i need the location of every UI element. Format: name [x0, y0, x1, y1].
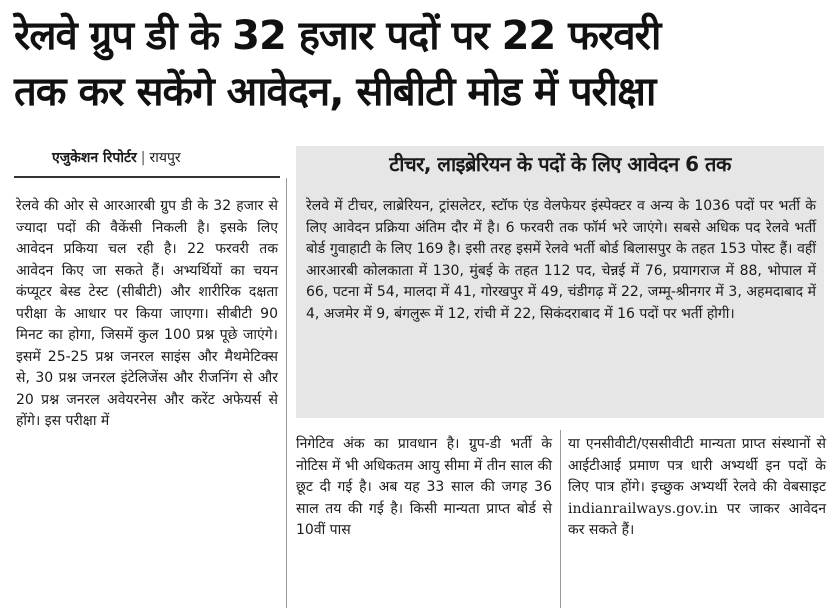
headline: [14, 8, 826, 120]
right-column-body: या एनसीवीटी/एससीवीटी मान्यता प्राप्त संस्थानों से आईटीआई प्रमाण पत्र धारी अभ्यर्थी इन पदों के लिए पात्र होंगे। इच्छुक अभ्यर्थी रेलवे की वेबसाइट: [568, 436, 826, 495]
headline-line-1: रेलवे ग्रुप डी के 32 हजार पदों पर 22 फरवरी: [14, 13, 661, 59]
sidebar-box-title: टीचर, लाइब्रेरियन के पदों के लिए आवेदन 6 तक: [389, 152, 731, 176]
sidebar-box-text: रेलवे में टीचर, लाब्रेरियन, ट्रांसलेटर, स्टॉफ एंड वेलफेयर इंस्पेक्टर व अन्य के 1036 पदों पर भर्ती के लिए आवेदन प्रक्रिया अंतिम दौर में है। 6 फरवरी तक फॉर्म भरे जाएंगे। सबसे अधिक पद रेलवे भर्ती बोर्ड गुवाहाटी के लिए 169 है। इसी तरह इसमें रेलवे भर्ती बोर्ड बिलासपुर के तहत 153 पोस्ट हैं। वहीं आरआरबी कोलकाता में 130, मुंबई के तहत 112 पद, चेन्नई में 76, प्रयागराज में 88, भोपाल में 66, पटना में 54, मालदा में 41, गोरखपुर में 49, चंडीगढ़ में 22, जम्मू-श्रीनगर में 3, अहमदाबाद में 4, अजमेर में 9, बंगलुरू में 12, रांची में 22, सिकंदराबाद में 16 पदों पर भर्ती होगी।: [306, 198, 816, 322]
column-divider-right: [560, 430, 561, 608]
website-url[interactable]: indianrailways.gov.in: [568, 500, 718, 517]
right-column-closing: पर जाकर आवेदन कर सकते हैं।: [568, 500, 827, 538]
byline-city: रायपुर: [149, 150, 181, 166]
byline-separator: |: [140, 150, 146, 166]
headline-line-2: तक कर सकेंगे आवेदन, सीबीटी मोड में परीक्षा: [14, 69, 656, 115]
column-divider-left: [286, 178, 287, 608]
byline: [52, 148, 181, 167]
left-column-text: रेलवे की ओर से आरआरबी ग्रुप डी के 32 हजार से ज्यादा पदों की वैकेंसी निकली है। इसके लिए आवेदन प्रकिया चल रही है। 22 फरवरी तक आवेदन किए जा सकते हैं। अभ्यर्थियों का चयन कंप्यूटर बेस्ड टेस्ट (सीबीटी) और शारीरिक दक्षता परीक्षा के आधार पर किया जाएगा। सीबीटी 90 मिनट का होगा, जिसमें कुल 100 प्रश्न पूछे जाएंगे। इसमें 25-25 प्रश्न जनरल साइंस और मैथमेटिक्स से, 30 प्रश्न जनरल इंटेलिजेंस और रीजनिंग से और 20 प्रश्न जनरल अवेयरनेस और करेंट अफेयर्स से होंगे। इस परीक्षा में: [16, 198, 278, 429]
byline-rule: [14, 176, 280, 178]
right-column-text: [568, 434, 826, 542]
middle-column-text: निगेटिव अंक का प्रावधान है। ग्रुप-डी भर्ती के नोटिस में भी अधिकतम आयु सीमा में तीन साल की छूट दी गई है। अब यह 33 साल की जगह 36 साल तय की गई है। किसी मान्यता प्राप्त बोर्ड से 10वीं पास: [296, 436, 552, 538]
byline-reporter: एजुकेशन रिपोर्टर: [52, 150, 137, 166]
